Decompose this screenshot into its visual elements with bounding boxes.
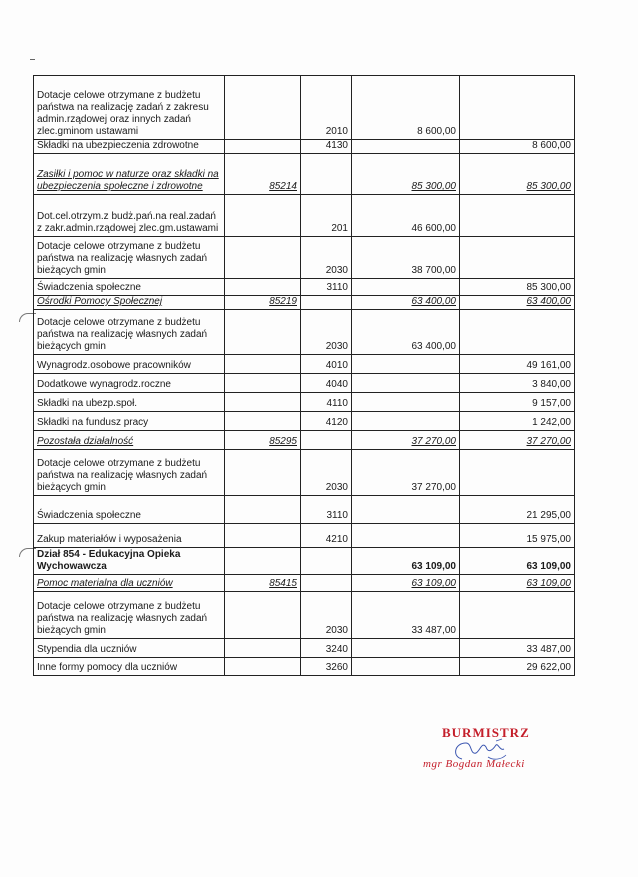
cell-paragraph — [301, 548, 352, 575]
cell-name: Składki na ubezpieczenia zdrowotne — [34, 140, 225, 154]
cell-plan: 8 600,00 — [352, 76, 460, 140]
cell-name: Świadczenia społeczne — [34, 496, 225, 524]
cell-plan — [352, 496, 460, 524]
table-row-subsection — [34, 296, 575, 310]
cell-expense: 85 300,00 — [460, 154, 575, 195]
cell-paragraph: 2010 — [301, 76, 352, 140]
cell-expense: 63 400,00 — [460, 296, 575, 310]
table-row — [34, 237, 575, 279]
cell-expense: 49 161,00 — [460, 355, 575, 374]
cell-paragraph: 2030 — [301, 592, 352, 639]
table-row — [34, 639, 575, 658]
cell-plan — [352, 279, 460, 296]
cell-plan: 37 270,00 — [352, 450, 460, 496]
table-row-subsection — [34, 575, 575, 592]
cell-paragraph: 4010 — [301, 355, 352, 374]
table-row — [34, 524, 575, 548]
table-row — [34, 355, 575, 374]
cell-plan — [352, 355, 460, 374]
cell-plan — [352, 393, 460, 412]
cell-paragraph: 2030 — [301, 450, 352, 496]
cell-name: Inne formy pomocy dla uczniów — [34, 658, 225, 676]
cell-paragraph — [301, 575, 352, 592]
cell-plan — [352, 412, 460, 431]
cell-section — [225, 195, 301, 237]
cell-expense: 1 242,00 — [460, 412, 575, 431]
cell-plan: 63 400,00 — [352, 310, 460, 355]
cell-expense — [460, 310, 575, 355]
cell-expense: 33 487,00 — [460, 639, 575, 658]
cell-expense: 29 622,00 — [460, 658, 575, 676]
cell-expense — [460, 592, 575, 639]
cell-section — [225, 639, 301, 658]
cell-paragraph: 4040 — [301, 374, 352, 393]
cell-expense — [460, 237, 575, 279]
signature-title: BURMISTRZ — [442, 725, 530, 740]
cell-section — [225, 450, 301, 496]
cell-paragraph: 4210 — [301, 524, 352, 548]
cell-section: 85219 — [225, 296, 301, 310]
cell-plan — [352, 524, 460, 548]
cell-section — [225, 548, 301, 575]
cell-expense — [460, 195, 575, 237]
budget-table — [33, 75, 575, 676]
cell-expense: 3 840,00 — [460, 374, 575, 393]
cell-expense: 8 600,00 — [460, 140, 575, 154]
cell-plan: 63 400,00 — [352, 296, 460, 310]
cell-paragraph: 3110 — [301, 279, 352, 296]
table-row — [34, 374, 575, 393]
cell-plan: 46 600,00 — [352, 195, 460, 237]
cell-name: Dotacje celowe otrzymane z budżetu państwa na realizację własnych zadań bieżących gmin — [34, 450, 225, 496]
table-row — [34, 412, 575, 431]
cell-expense: 85 300,00 — [460, 279, 575, 296]
cell-section — [225, 310, 301, 355]
cell-name: Pomoc materialna dla uczniów — [34, 575, 225, 592]
cell-plan — [352, 140, 460, 154]
cell-plan: 85 300,00 — [352, 154, 460, 195]
table-row — [34, 592, 575, 639]
table-row-subsection — [34, 431, 575, 450]
cell-name: Wynagrodz.osobowe pracowników — [34, 355, 225, 374]
cell-section — [225, 393, 301, 412]
cell-plan: 63 109,00 — [352, 548, 460, 575]
cell-expense — [460, 76, 575, 140]
table-row-subsection — [34, 154, 575, 195]
cell-section — [225, 76, 301, 140]
cell-expense: 37 270,00 — [460, 431, 575, 450]
table-row — [34, 310, 575, 355]
cell-section — [225, 279, 301, 296]
cell-expense — [460, 450, 575, 496]
cell-paragraph: 4120 — [301, 412, 352, 431]
cell-section — [225, 355, 301, 374]
cell-paragraph: 201 — [301, 195, 352, 237]
cell-plan: 33 487,00 — [352, 592, 460, 639]
cell-name: Stypendia dla uczniów — [34, 639, 225, 658]
budget-table-body — [34, 76, 575, 676]
cell-paragraph: 4110 — [301, 393, 352, 412]
cell-name: Pozostała działalność — [34, 431, 225, 450]
cell-name: Dotacje celowe otrzymane z budżetu państwa na realizację własnych zadań bieżących gmin — [34, 310, 225, 355]
cell-name: Dotacje celowe otrzymane z budżetu państwa na realizację zadań z zakresu admin.rządowej oraz innych zadań zlec.gminom ustawami — [34, 76, 225, 140]
signature-name: mgr Bogdan Małecki — [423, 758, 525, 770]
cell-expense: 15 975,00 — [460, 524, 575, 548]
table-row — [34, 450, 575, 496]
signature-block — [420, 725, 570, 780]
cell-expense: 21 295,00 — [460, 496, 575, 524]
cell-plan — [352, 639, 460, 658]
cell-section — [225, 592, 301, 639]
table-row — [34, 658, 575, 676]
cell-section — [225, 658, 301, 676]
table-row — [34, 195, 575, 237]
table-row — [34, 279, 575, 296]
cell-paragraph — [301, 431, 352, 450]
cell-name: Dotacje celowe otrzymane z budżetu państwa na realizację własnych zadań bieżących gmin — [34, 237, 225, 279]
cell-expense: 9 157,00 — [460, 393, 575, 412]
cell-section — [225, 496, 301, 524]
cell-paragraph: 3110 — [301, 496, 352, 524]
cell-name: Zasiłki i pomoc w naturze oraz składki na ubezpieczenia społeczne i zdrowotne — [34, 154, 225, 195]
cell-paragraph — [301, 296, 352, 310]
cell-plan: 63 109,00 — [352, 575, 460, 592]
cell-paragraph: 3260 — [301, 658, 352, 676]
cell-section: 85415 — [225, 575, 301, 592]
cell-section: 85214 — [225, 154, 301, 195]
cell-section — [225, 140, 301, 154]
table-row — [34, 496, 575, 524]
table-row — [34, 140, 575, 154]
cell-expense: 63 109,00 — [460, 548, 575, 575]
cell-paragraph: 3240 — [301, 639, 352, 658]
cell-plan — [352, 658, 460, 676]
cell-plan: 38 700,00 — [352, 237, 460, 279]
cell-name: Składki na ubezp.społ. — [34, 393, 225, 412]
cell-section — [225, 524, 301, 548]
cell-plan — [352, 374, 460, 393]
cell-paragraph: 2030 — [301, 310, 352, 355]
cell-name: Dodatkowe wynagrodz.roczne — [34, 374, 225, 393]
cell-name: Dotacje celowe otrzymane z budżetu państwa na realizację własnych zadań bieżących gmin — [34, 592, 225, 639]
table-row-department — [34, 548, 575, 575]
cell-paragraph: 4130 — [301, 140, 352, 154]
cell-section: 85295 — [225, 431, 301, 450]
cell-paragraph: 2030 — [301, 237, 352, 279]
cell-plan: 37 270,00 — [352, 431, 460, 450]
cell-paragraph — [301, 154, 352, 195]
cell-name: Świadczenia społeczne — [34, 279, 225, 296]
cell-section — [225, 412, 301, 431]
page-dash-mark — [30, 59, 35, 60]
table-row — [34, 76, 575, 140]
cell-name: Ośrodki Pomocy Społecznej — [34, 296, 225, 310]
cell-name: Dział 854 - Edukacyjna Opieka Wychowawcza — [34, 548, 225, 575]
cell-name: Dot.cel.otrzym.z budż.pań.na real.zadań z zakr.admin.rządowej zlec.gm.ustawami — [34, 195, 225, 237]
table-row — [34, 393, 575, 412]
cell-section — [225, 374, 301, 393]
cell-name: Składki na fundusz pracy — [34, 412, 225, 431]
cell-name: Zakup materiałów i wyposażenia — [34, 524, 225, 548]
cell-expense: 63 109,00 — [460, 575, 575, 592]
cell-section — [225, 237, 301, 279]
